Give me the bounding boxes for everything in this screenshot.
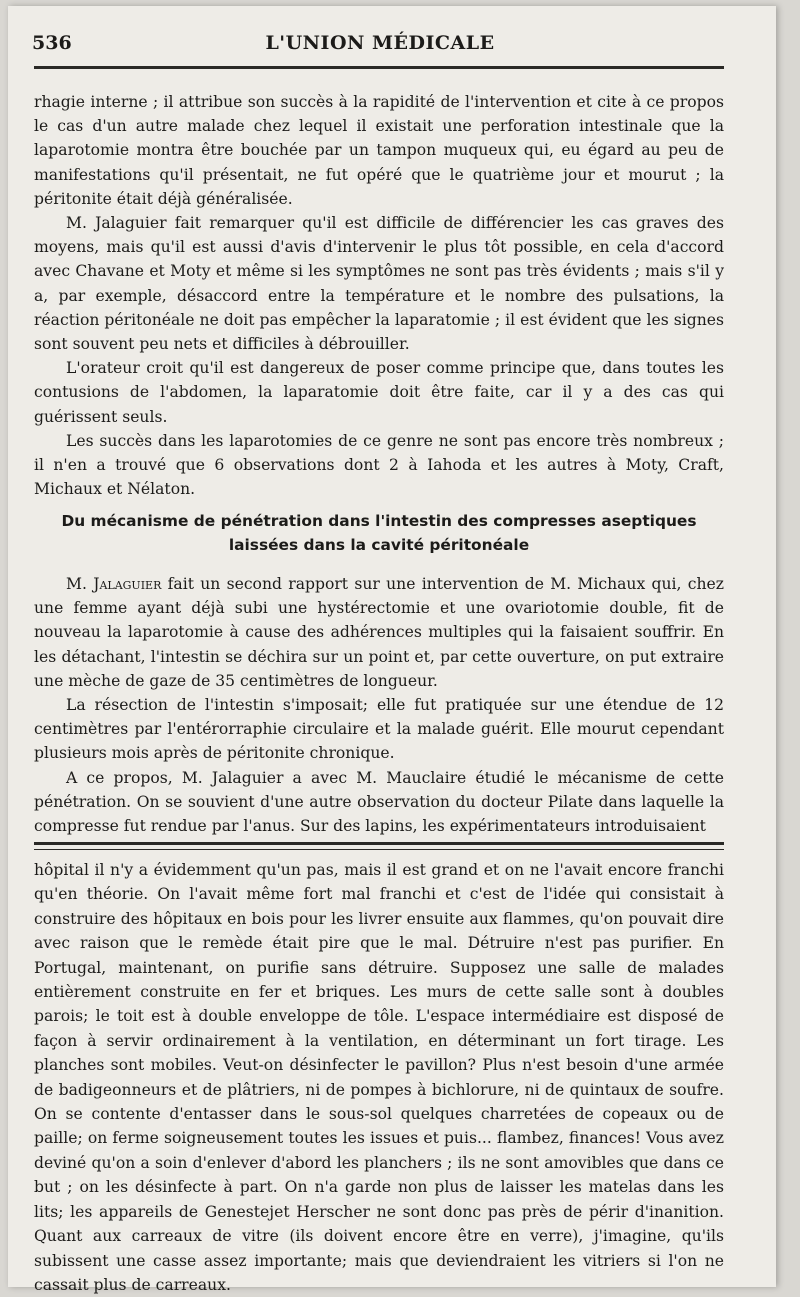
feuilleton-rule-bottom: [34, 849, 724, 850]
feuilleton-rule-top: [34, 842, 724, 845]
author-name: M. Jalaguier: [66, 575, 162, 593]
section-paragraph-2: La résection de l'intestin s'imposait; elle fut pratiquée sur une étendue de 12 centimètres par l'entérorraphie circulaire et la malade guérit. Elle mourut cependant plusieurs mois après de péritonite chronique.: [34, 696, 724, 763]
article-body: [34, 90, 724, 501]
page-header: [32, 32, 728, 64]
section-heading: [34, 509, 724, 557]
section-paragraph-1-text: fait un second rapport sur une intervention de M. Michaux qui, chez une femme ayant déjà subi une hystérectomie et une ovariotomie double, fit de nouveau la laparotomie à cause des adhérences multiples qui la faisaient souffrir. En les détachant, l'intestin se déchira sur un point et, par cette ouverture, on put extraire une mèche de gaze de 35 centimètres de longueur.: [34, 575, 724, 690]
feuilleton: [34, 858, 724, 1297]
body-paragraph-2: M. Jalaguier fait remarquer qu'il est difficile de différencier les cas graves des moyens, mais qu'il est aussi d'avis d'intervenir le plus tôt possible, en cela d'accord avec Chavane et Moty et même si les symptômes ne sont pas très évidents ; mais s'il y a, par exemple, désaccord entre la température et le nombre des pulsations, la réaction péritonéale ne doit pas empêcher la laparatomie ; il est évident que les signes sont souvent peu nets et difficiles à débrouiller.: [34, 214, 724, 354]
body-paragraph-1: rhagie interne ; il attribue son succès à la rapidité de l'intervention et cite à ce propos le cas d'un autre malade chez lequel il existait une perforation intestinale que la laparotomie montra être bouchée par un tampon muqueux qui, eu égard au peu de manifestations qu'il présentait, ne fut opéré que le quatrième jour et mourut ; la péritonite était déjà généralisée.: [34, 93, 724, 208]
journal-title: L'UNION MÉDICALE: [265, 32, 495, 54]
section-paragraph-3: A ce propos, M. Jalaguier a avec M. Mauclaire étudié le mécanisme de cette pénétration. On se souvient d'une autre observation du docteur Pilate dans laquelle la compresse fut rendue par l'anus. Sur des lapins, les expérimentateurs introduisaient: [34, 768, 724, 836]
section-body: [34, 572, 724, 838]
feuilleton-text: hôpital il n'y a évidemment qu'un pas, mais il est grand et on ne l'avait encore franchi qu'en théorie. On l'avait même fort mal franchi et c'est de l'idée qui consistait à construire des hôpitaux en bois pour les livrer ensuite aux flammes, qu'on pouvait dire avec raison que le remède était pire que le mal. Détruire n'est pas purifier. En Portugal, maintenant, on purifie sans détruire. Supposez une salle de malades entièrement construite en fer et briques. Les murs de cette salle sont à doubles parois; le toit est à double enveloppe de tôle. L'espace intermédiaire est disposé de façon à servir ordinairement à la ventilation, en déterminant un fort tirage. Les planches sont mobiles. Veut-on désinfecter le pavillon? Plus n'est besoin d'une armée de badigeonneurs et de plâtriers, ni de pompes à bichlorure, ni de quintaux de soufre. On se contente d'entasser dans le sous-sol quelques charretées de copeaux ou de paille; on ferme soigneusement toutes les issues et puis... flambez, finances! Vous avez deviné qu'on a soin d'enlever d'abord les planchers ; ils ne sont amovibles que dans ce but ; on les désinfecte à part. On n'a garde non plus de laisser les matelas dans les lits; les appareils de Genestejet Herscher ne sont donc pas près de périr d'inanition. Quant aux carreaux de vitre (ils doivent encore être en verre), j'imagine, qu'ils subissent une casse assez importante; mais que deviendraient les vitriers si l'on ne cassait plus de carreaux.: [34, 861, 724, 1294]
section-heading-line-2: laissées dans la cavité péritonéale: [228, 536, 530, 554]
header-rule: [34, 66, 724, 69]
page-number: 536: [32, 32, 72, 54]
journal-page: [8, 6, 776, 1294]
body-paragraph-4: Les succès dans les laparotomies de ce genre ne sont pas encore très nombreux ; il n'en a trouvé que 6 observations dont 2 à Iahoda et les autres à Moty, Craft, Michaux et Nélaton.: [34, 431, 724, 499]
section-heading-line-1: Du mécanisme de pénétration dans l'intestin des compresses aseptiques: [61, 512, 697, 530]
section-paragraph-1: [34, 572, 724, 693]
body-paragraph-3: L'orateur croit qu'il est dangereux de poser comme principe que, dans toutes les contusions de l'abdomen, la laparatomie doit être faite, car il y a des cas qui guérissent seuls.: [34, 359, 724, 426]
